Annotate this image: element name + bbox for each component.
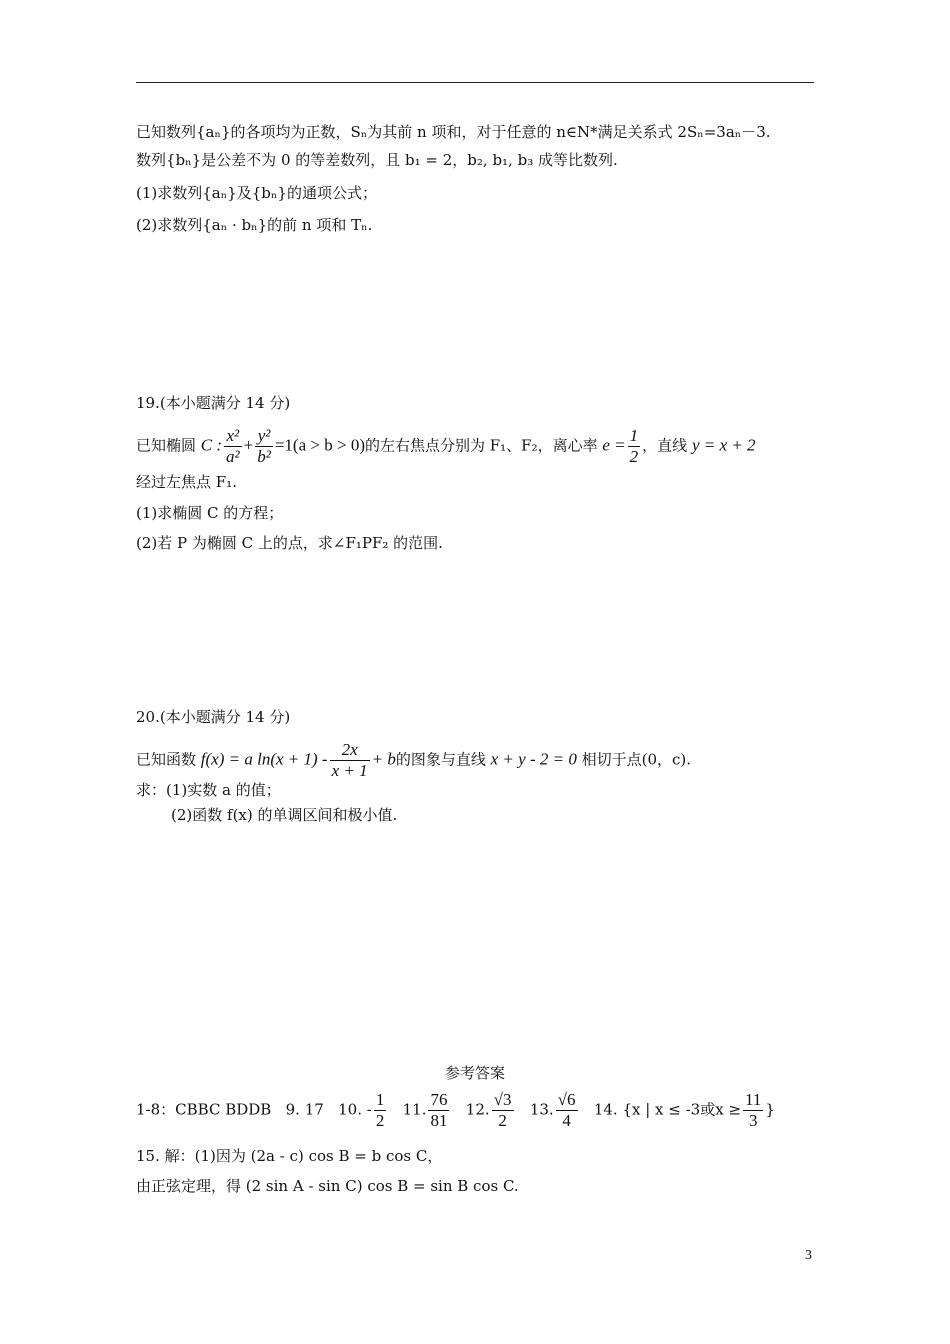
ans-11: 11. [402, 1100, 427, 1119]
ans-13-fraction: $\frac{√6}{4}$ [557, 1090, 576, 1130]
p20-question1: 求：(1)实数 a 的值； [136, 781, 281, 799]
p19-l1-text-a: 已知椭圆 [136, 436, 201, 455]
p20-l1-text-f: 相切于点(0，c). [576, 750, 692, 769]
ans-11-fraction: $\frac{76}{81}$ [430, 1090, 448, 1130]
ans-14: 14. {x | x ≤ -3或x ≥ [593, 1100, 742, 1119]
answers-line1 [136, 1090, 775, 1131]
p19-line2: 经过左焦点 F₁. [136, 473, 237, 491]
p19-l1-text-d: 的左右焦点分别为 F₁、F₂，离心率 [364, 436, 603, 455]
header-rule [136, 82, 814, 83]
p20-plus-b: + b [371, 749, 396, 769]
ans-13: 13. [529, 1100, 554, 1119]
p19-line-eq: y = x + 2 [691, 435, 756, 455]
page-number: 3 [805, 1248, 812, 1263]
ans-12-fraction: $\frac{√3}{2}$ [493, 1090, 512, 1130]
p20-l1-text-d: 的图象与直线 [395, 750, 491, 769]
p20-line-eq: x + y - 2 = 0 [490, 749, 577, 769]
p19-fraction-y: $\frac{\text{y²}}{\text{b²}}$ [257, 426, 271, 466]
solution-15-line2: 由正弦定理，得 (2 sin A - sin C) cos B = sin B cos C. [136, 1177, 519, 1195]
p20-heading: 20.(本小题满分 14 分) [136, 708, 291, 726]
ans-12: 12. [465, 1100, 490, 1119]
p19-fraction-x: $\frac{\text{x²}}{\text{a²}}$ [226, 426, 240, 466]
answers-title: 参考答案 [444, 1064, 505, 1082]
p18-question1: (1)求数列{aₙ}及{bₙ}的通项公式； [136, 184, 377, 202]
p19-question2: (2)若 P 为椭圆 C 上的点，求∠F₁PF₂ 的范围. [136, 534, 443, 552]
p19-plus: + [243, 435, 254, 455]
ans-14-end: } [765, 1100, 775, 1119]
p19-ecc: e = [602, 435, 626, 455]
p19-fraction-e: $\frac{1}{2}$ [629, 426, 639, 466]
p18-line2: 数列{bₙ}是公差不为 0 的等差数列，且 b₁ = 2，b₂, b₁, b₃ 成等比数列. [136, 151, 618, 169]
ans-10-fraction: $\frac{1}{2}$ [375, 1090, 385, 1130]
p19-question1: (1)求椭圆 C 的方程； [136, 504, 284, 522]
solution-15-line1: 15. 解：(1)因为 (2a - c) cos B = b cos C， [136, 1147, 443, 1165]
p19-l1-text-g: ，直线 [642, 436, 692, 455]
p20-func: f(x) = a ln(x + 1) - [200, 749, 328, 769]
p19-line1 [136, 426, 755, 467]
p20-line1 [136, 740, 691, 781]
p19-heading: 19.(本小题满分 14 分) [136, 394, 291, 412]
p19-l1-curve: C : [200, 435, 223, 455]
p18-question2: (2)求数列{aₙ · bₙ}的前 n 项和 Tₙ. [136, 216, 373, 234]
p18-line1: 已知数列{aₙ}的各项均为正数，Sₙ为其前 n 项和，对于任意的 n∈N*满足关系式 2Sₙ=3aₙ－3. [136, 123, 771, 141]
ans-14-fraction: $\frac{11}{3}$ [745, 1090, 762, 1130]
p20-l1-text-a: 已知函数 [136, 750, 201, 769]
p20-fraction: $\frac{2x}{x + 1}$ [331, 740, 368, 780]
ans-10: 10. - [338, 1100, 372, 1119]
ans-1-8: 1-8：CBBC BDDB [136, 1100, 272, 1119]
p20-question2: (2)函数 f(x) 的单调区间和极小值. [171, 806, 398, 824]
ans-9: 9. 17 [285, 1100, 324, 1119]
p19-condition: =1(a > b > 0) [274, 435, 365, 455]
